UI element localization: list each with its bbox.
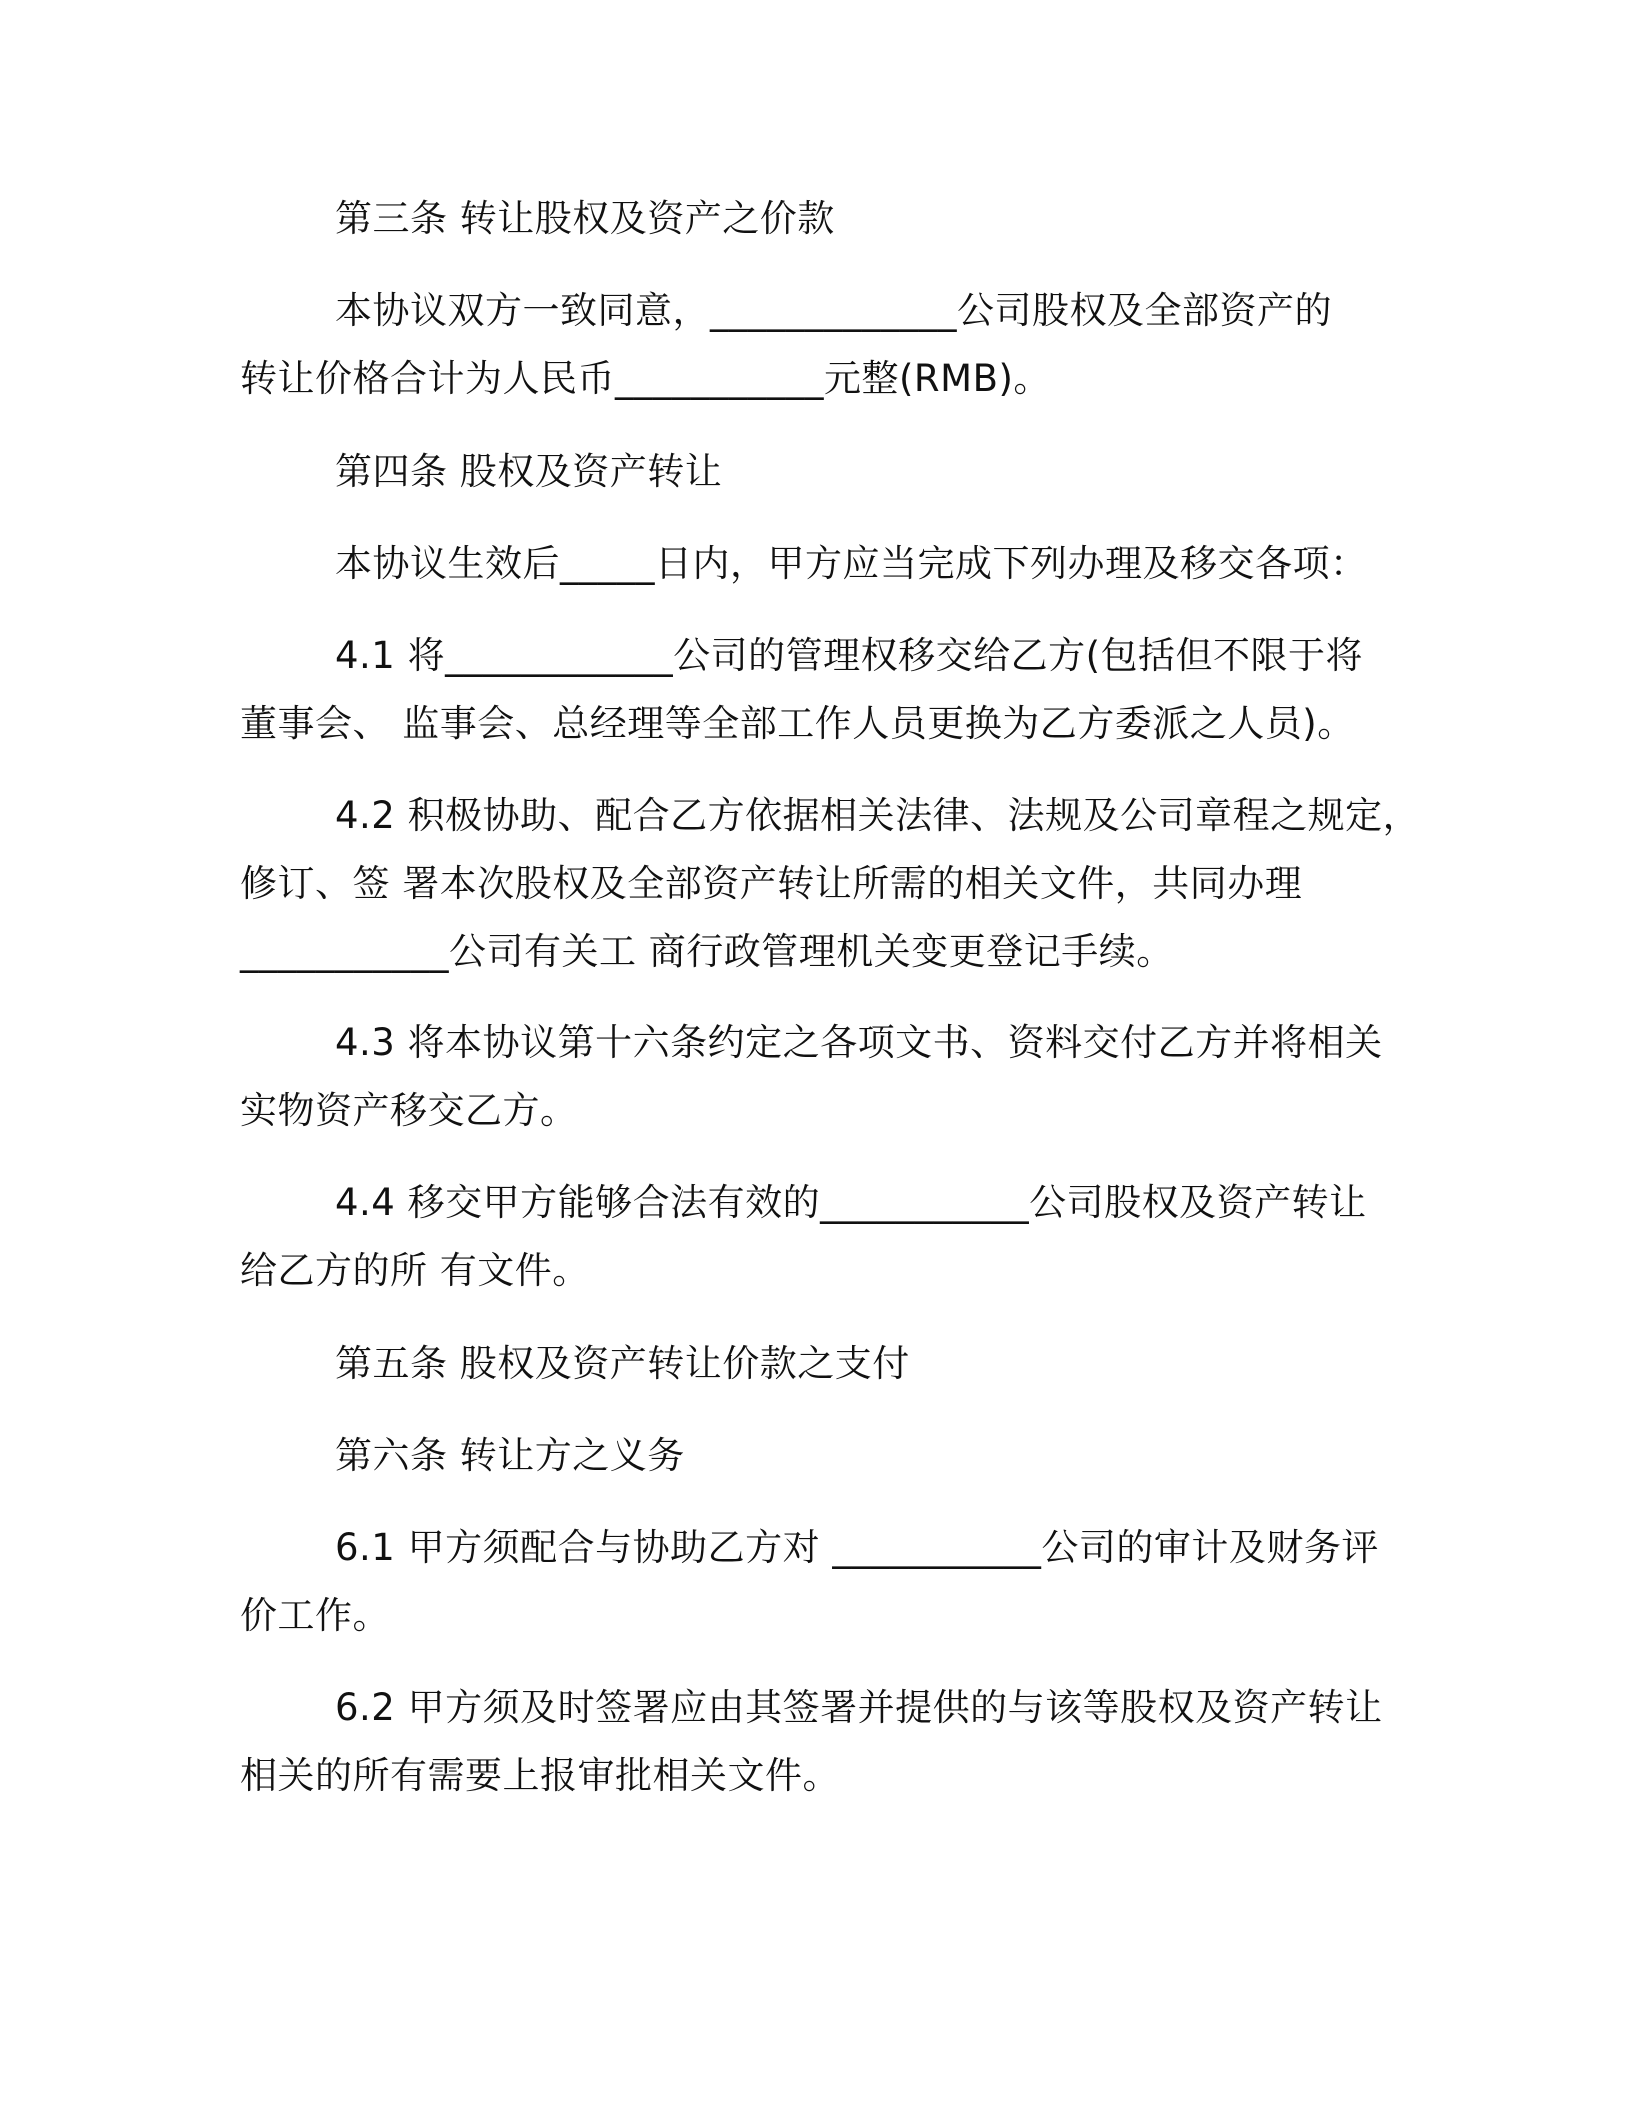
- body-line: 4.1 将____________公司的管理权移交给乙方(包括但不限于将: [335, 634, 1364, 677]
- body-line: 修订、签 署本次股权及全部资产转让所需的相关文件，共同办理: [240, 862, 1303, 905]
- clause-4-2: [240, 782, 1421, 986]
- clause-4-3: [240, 1009, 1400, 1145]
- article-4-intro: [240, 530, 1400, 598]
- body-line: 本协议双方一致同意，_____________公司股权及全部资产的: [335, 289, 1332, 332]
- clause-6-1: [240, 1514, 1400, 1650]
- heading-line: 第六条 转让方之义务: [335, 1434, 685, 1477]
- heading-line: 第四条 股权及资产转让: [335, 450, 723, 493]
- body-line: 本协议生效后_____日内，甲方应当完成下列办理及移交各项：: [335, 542, 1368, 585]
- body-line: ___________公司有关工 商行政管理机关变更登记手续。: [240, 930, 1174, 973]
- article-4-heading: [240, 438, 1400, 506]
- article-3-body: [240, 277, 1400, 413]
- body-line: 4.3 将本协议第十六条约定之各项文书、资料交付乙方并将相关: [335, 1021, 1383, 1064]
- heading-line: 第五条 股权及资产转让价款之支付: [335, 1342, 910, 1385]
- body-line: 相关的所有需要上报审批相关文件。: [240, 1754, 840, 1797]
- article-3-heading: [240, 185, 1400, 253]
- body-line: 董事会、 监事会、总经理等全部工作人员更换为乙方委派之人员)。: [240, 702, 1355, 745]
- body-line: 6.2 甲方须及时签署应由其签署并提供的与该等股权及资产转让: [335, 1686, 1383, 1729]
- body-line: 实物资产移交乙方。: [240, 1089, 578, 1132]
- body-line: 6.1 甲方须配合与协助乙方对 ___________公司的审计及财务评: [335, 1526, 1379, 1569]
- article-6-heading: [240, 1422, 1400, 1490]
- heading-line: 第三条 转让股权及资产之价款: [335, 197, 835, 240]
- body-line: 4.4 移交甲方能够合法有效的___________公司股权及资产转让: [335, 1181, 1367, 1224]
- clause-6-2: [240, 1674, 1400, 1810]
- article-5-heading: [240, 1330, 1400, 1398]
- body-line: 价工作。: [240, 1594, 390, 1637]
- clause-4-1: [240, 622, 1400, 758]
- clause-4-4: [240, 1169, 1400, 1305]
- body-line: 给乙方的所 有文件。: [240, 1249, 590, 1292]
- body-line: 4.2 积极协助、配合乙方依据相关法律、法规及公司章程之规定，: [335, 794, 1421, 837]
- body-line: 转让价格合计为人民币___________元整(RMB)。: [240, 357, 1051, 400]
